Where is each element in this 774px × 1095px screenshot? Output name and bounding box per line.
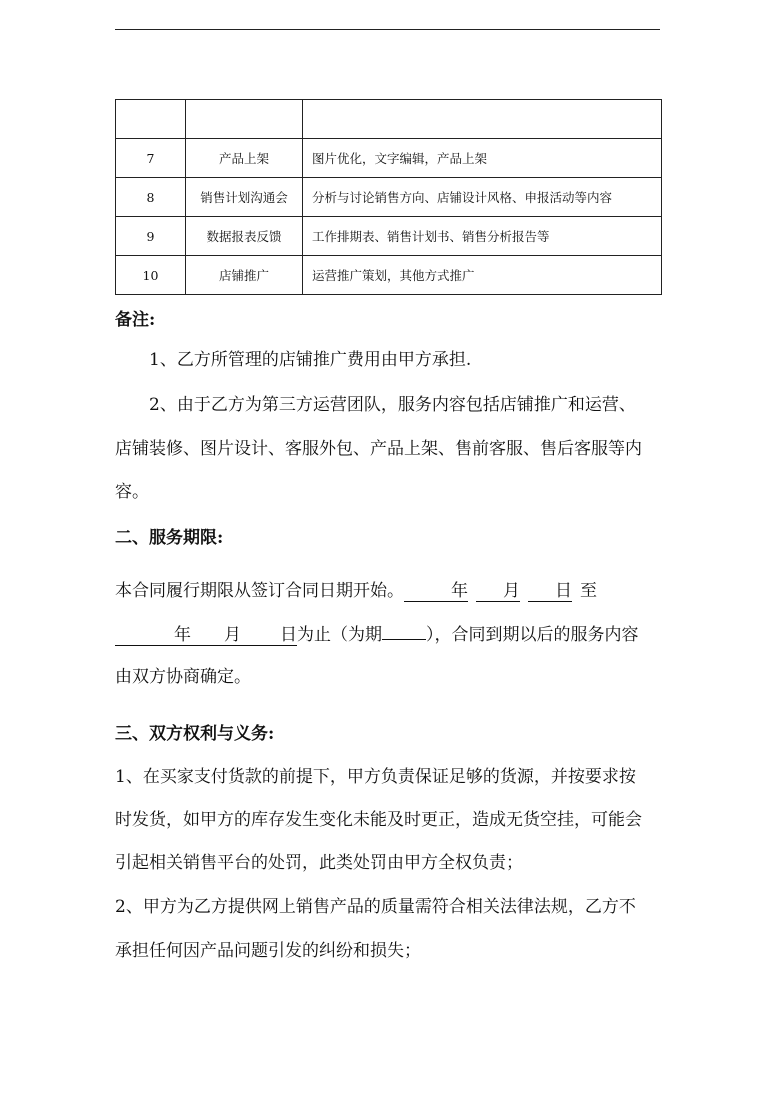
table-cell-num: 10 (116, 256, 186, 295)
table-row (116, 178, 662, 217)
table-cell-item: 销售计划沟通会 (186, 178, 303, 217)
obligation-2-line-2: 承担任何因产品问题引发的纠纷和损失； (115, 941, 421, 961)
table-cell-desc: 工作排期表、销售计划书、销售分析报告等 (303, 217, 662, 256)
term-end-suffix-b: ），合同到期以后的服务内容 (426, 625, 639, 645)
notes-heading: 备注: (115, 310, 156, 330)
table-cell-desc (303, 100, 662, 139)
header-rule (115, 29, 660, 30)
term-end-suffix-a: 为止（为期 (297, 625, 382, 645)
table-row (116, 100, 662, 139)
notes-paragraph-1: 1、乙方所管理的店铺推广费用由甲方承担. (149, 350, 472, 370)
start-year-blank: 年 (404, 581, 468, 602)
end-year-blank: 年 (115, 625, 191, 646)
obligation-1-line-3: 引起相关销售平台的处罚，此类处罚由甲方全权负责； (115, 853, 523, 873)
section-3-heading: 三、双方权利与义务: (115, 724, 275, 744)
service-table (115, 99, 662, 295)
table-cell-item: 产品上架 (186, 139, 303, 178)
notes-paragraph-2-line-3: 容。 (115, 482, 149, 502)
section-2-heading: 二、服务期限: (115, 528, 224, 548)
notes-paragraph-2-line-1: 2、由于乙方为第三方运营团队，服务内容包括店铺推广和运营、 (149, 395, 636, 415)
table-cell-num: 8 (116, 178, 186, 217)
table-cell-item: 店铺推广 (186, 256, 303, 295)
obligation-1-line-1: 1、在买家支付货款的前提下，甲方负责保证足够的货源，并按要求按 (115, 767, 636, 787)
table-cell-desc: 分析与讨论销售方向、店铺设计风格、申报活动等内容 (303, 178, 662, 217)
end-day-blank: 日 (241, 625, 297, 646)
table-row (116, 217, 662, 256)
table-cell-item (186, 100, 303, 139)
term-start-text: 本合同履行期限从签订合同日期开始。 (115, 581, 404, 601)
end-month-blank: 月 (191, 625, 241, 646)
obligation-2-line-1: 2、甲方为乙方提供网上销售产品的质量需符合相关法律法规，乙方不 (115, 897, 636, 917)
term-line-3: 由双方协商确定。 (115, 667, 251, 687)
term-end-line (115, 624, 639, 646)
table-row (116, 256, 662, 295)
obligation-1-line-2: 时发货，如甲方的库存发生变化未能及时更正，造成无货空挂，可能会 (115, 810, 642, 830)
term-start-line (115, 580, 597, 602)
to-text: 至 (580, 581, 597, 601)
table-cell-num: 7 (116, 139, 186, 178)
table-cell-num: 9 (116, 217, 186, 256)
table-row (116, 139, 662, 178)
term-duration-blank (382, 639, 426, 640)
notes-paragraph-2-line-2: 店铺装修、图片设计、客服外包、产品上架、售前客服、售后客服等内 (115, 439, 642, 459)
start-month-blank: 月 (476, 581, 520, 602)
table-cell-num (116, 100, 186, 139)
table-cell-desc: 图片优化，文字编辑，产品上架 (303, 139, 662, 178)
table-cell-item: 数据报表反馈 (186, 217, 303, 256)
table-cell-desc: 运营推广策划，其他方式推广 (303, 256, 662, 295)
start-day-blank: 日 (528, 581, 572, 602)
